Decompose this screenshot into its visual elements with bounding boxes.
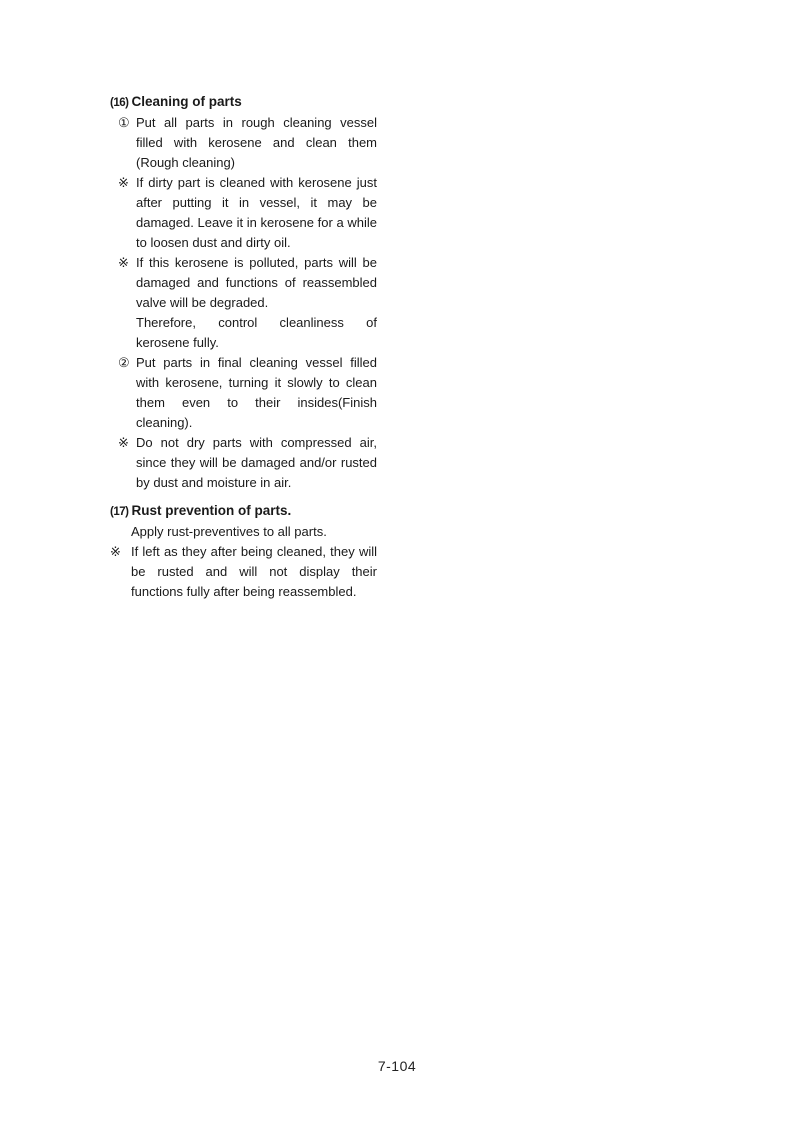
list-item-text: Therefore, control cleanliness of kerosene fully.: [136, 315, 377, 350]
section-number: (17): [110, 506, 129, 518]
list-item: [110, 253, 377, 313]
reference-mark-icon: ※: [110, 544, 121, 559]
section-number: (16): [110, 97, 129, 109]
list-item-text: If this kerosene is polluted, parts will be damaged and functions of reassembled valve will be degraded.: [136, 255, 377, 310]
list-item: [110, 353, 377, 433]
circled-two-marker: ②: [118, 355, 130, 370]
reference-mark-icon: ※: [118, 175, 129, 190]
list-item-text: If dirty part is cleaned with kerosene just after putting it in vessel, it may be damaged. Leave it in kerosene for a while to loosen dust and dirty oil.: [136, 175, 377, 250]
rust-prevention-body: [110, 522, 377, 602]
content-column: [110, 92, 377, 602]
cleaning-steps-list: [110, 113, 377, 493]
list-item: [110, 113, 377, 173]
reference-mark-icon: ※: [118, 435, 129, 450]
page-number: 7-104: [377, 1058, 417, 1074]
section-title: Rust prevention of parts.: [131, 503, 292, 518]
list-item: [110, 542, 377, 602]
list-item-text: If left as they after being cleaned, they will be rusted and will not display their functions fully after being reassembled.: [131, 544, 377, 599]
list-item-text: Put all parts in rough cleaning vessel filled with kerosene and clean them (Rough cleaning): [136, 115, 377, 170]
list-item: [110, 173, 377, 253]
section-title: Cleaning of parts: [131, 94, 242, 109]
intro-paragraph: Apply rust-preventives to all parts.: [131, 524, 327, 539]
list-item-continuation: [110, 313, 377, 353]
reference-mark-icon: ※: [118, 255, 129, 270]
section-heading-rust-prevention: [110, 501, 377, 522]
list-item: [110, 433, 377, 493]
list-item-text: Put parts in final cleaning vessel filled with kerosene, turning it slowly to clean them even to their insides(Finish cleaning).: [136, 355, 377, 430]
circled-one-marker: ①: [118, 115, 130, 130]
list-item-text: Do not dry parts with compressed air, since they will be damaged and/or rusted by dust and moisture in air.: [136, 435, 377, 490]
section-heading-cleaning-of-parts: [110, 92, 377, 113]
